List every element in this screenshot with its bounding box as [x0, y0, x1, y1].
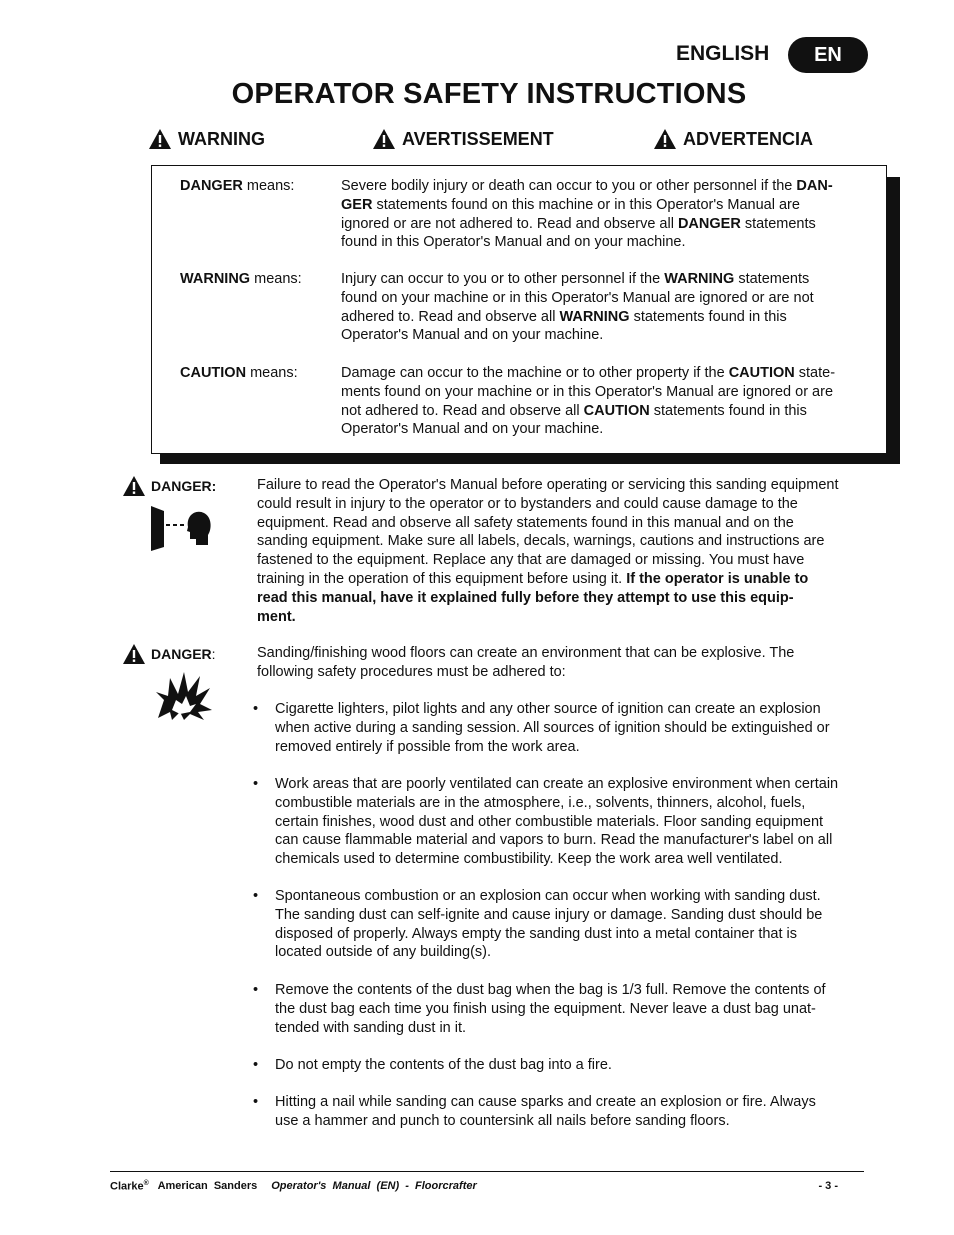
list-item: • Cigarette lighters, pilot lights and any other source of ignition can create an explosion when active during a sanding session. All sources of ignition should be extinguished or removed entirely if possible from the work area. — [253, 701, 830, 755]
list-item: • Hitting a nail while sanding can cause sparks and create an explosion or fire. Always use a hammer and punch to countersink all nails before sanding floors. — [253, 1094, 816, 1129]
page-number: - 3 - — [818, 1180, 838, 1192]
definition-term-danger: DANGER means: — [180, 178, 295, 194]
explosion-icon — [154, 670, 214, 722]
bullet-icon: • — [253, 1057, 259, 1073]
bullet-icon: • — [253, 1094, 259, 1110]
list-item: • Spontaneous combustion or an explosion can occur when working with sanding dust. The sanding dust can self-ignite and cause injury or damage. Sanding dust should be disposed of properly. Always empty the sanding dust into a metal container that is located outside of any building(s). — [253, 888, 823, 961]
bullet-icon: • — [253, 982, 259, 998]
warning-triangle-icon — [653, 128, 677, 150]
footer-manual-title: Operator's Manual (EN) - Floorcrafter — [271, 1180, 477, 1192]
footer-company: American Sanders — [148, 1180, 258, 1192]
list-item: • Do not empty the contents of the dust bag into a fire. — [253, 1057, 612, 1073]
list-item: • Work areas that are poorly ventilated can create an explosive environment when certain combustible materials are in the atmosphere, i.e., solvents, thinners, alcohol, fuels, certain finishes, wood dust and other combustible materials. Floor sanding equipment can cause flammable material and vapors to burn. Read the manufacturer's label on all chemicals used to determine combustibility. Keep the work area well ventilated. — [253, 776, 839, 868]
definition-term-warning: WARNING means: — [180, 271, 302, 287]
signal-word-label: AVERTISSEMENT — [402, 128, 554, 149]
signal-word-advertencia — [653, 128, 813, 150]
bullet-icon: • — [253, 888, 259, 904]
definition-text-warning: Injury can occur to you or to other personnel if the WARNING statements found on your machine or in this Operator's Manual are ignored or are not adhered to. Read and observe all WARNING statements found in this Operator's Manual and on your machine. — [341, 271, 814, 344]
signal-word-avertissement — [372, 128, 554, 150]
page-footer — [110, 1180, 838, 1193]
definition-term-caution: CAUTION means: — [180, 365, 298, 381]
footer-brand: Clarke® — [110, 1180, 149, 1193]
signal-word-label: WARNING — [178, 128, 265, 149]
definitions-box — [151, 165, 887, 454]
warning-triangle-icon — [372, 128, 396, 150]
warning-triangle-icon — [122, 475, 146, 497]
danger-explosion-intro: Sanding/finishing wood floors can create an environment that can be explosive. The following safety procedures must be adhered to: — [257, 645, 795, 680]
page-title: OPERATOR SAFETY INSTRUCTIONS — [231, 78, 747, 110]
definition-text-danger: Severe bodily injury or death can occur to you or other personnel if the DAN- GER statements found on this machine or in this Operator's Manual are ignored or are not adhered to. Read and observe all DANGER statements found in this Operator's Manual and on your machine. — [341, 178, 833, 251]
danger-label-manual: DANGER: — [122, 475, 216, 497]
warning-triangle-icon — [148, 128, 172, 150]
definition-text-caution: Damage can occur to the machine or to other property if the CAUTION state- ments found on your machine or in this Operator's Manual are ignored or are not adhered to. Read and observe all CAUTION statements found in this Operator's Manual and on your machine. — [341, 365, 836, 438]
warning-triangle-icon — [122, 643, 146, 665]
footer-rule — [110, 1171, 864, 1172]
language-badge: EN — [788, 37, 868, 73]
signal-word-warning — [148, 128, 265, 150]
language-label: ENGLISH — [676, 42, 770, 65]
danger-manual-text: Failure to read the Operator's Manual before operating or servicing this sanding equipment could result in injury to the operator or to bystanders and could cause damage to the equipment. Read and observe all safety statements found in this manual and on the sanding equipment. Make sure all labels, decals, warnings, cautions and instructions are fastened to the equipment. Replace any that are damaged or missing. You must have training in the operation of this equipment before using it. If the operator is unable to read this manual, have it explained fully before they attempt to use this equip- ment. — [257, 477, 839, 625]
bullet-icon: • — [253, 776, 259, 792]
list-item: • Remove the contents of the dust bag when the bag is 1/3 full. Remove the contents of the dust bag each time you finish using the equipment. Never leave a dust bag unat- tended with sanding dust in it. — [253, 982, 826, 1036]
read-manual-icon — [150, 505, 214, 551]
bullet-icon: • — [253, 701, 259, 717]
signal-word-label: ADVERTENCIA — [683, 128, 814, 149]
danger-label-explosion: DANGER: — [122, 643, 216, 665]
